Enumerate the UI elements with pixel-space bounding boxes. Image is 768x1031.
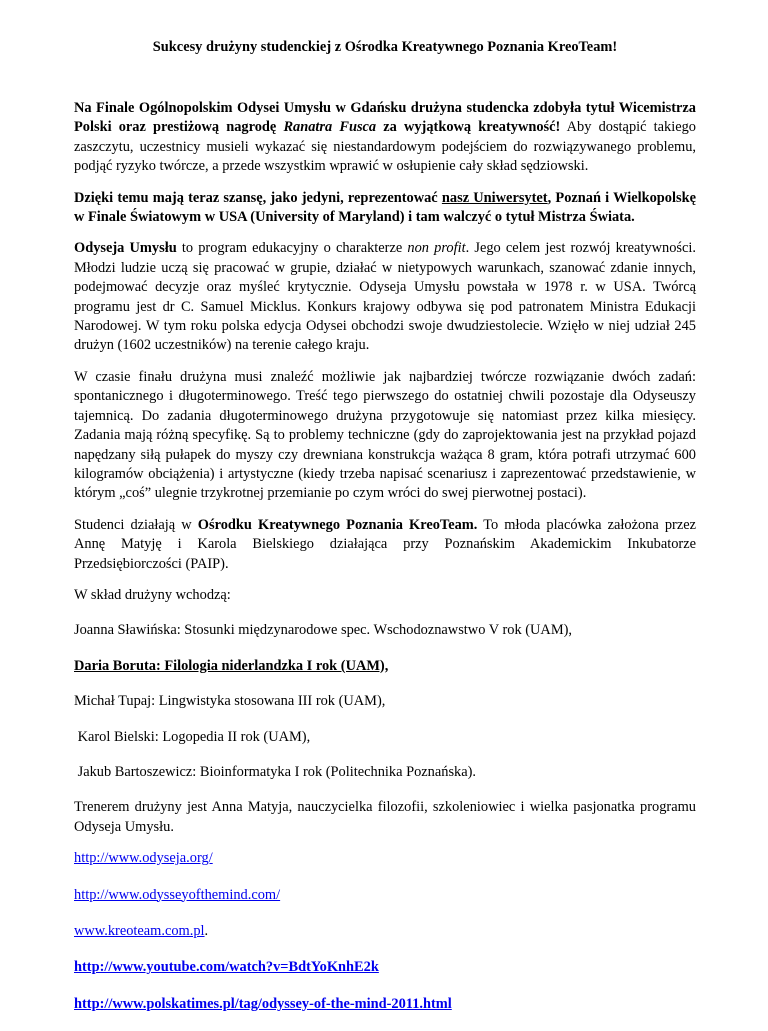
link-row [74, 849, 696, 868]
link-row [74, 958, 696, 977]
link-youtube[interactable]: http://www.youtube.com/watch?v=BdtYoKnhE2k [74, 959, 379, 976]
kreoteam-text-a: Studenci działają w [74, 516, 198, 533]
non-profit: non profit [407, 240, 466, 257]
team-member: Karol Bielski: Logopedia II rok (UAM), [74, 728, 311, 745]
intro-rest: Aby dostąpić takiego zaszczytu, uczestnicy musieli wykazać się niestandardowym podejściem do rozwiązywanego problemu, podjąć ryzyko twórcze, a przede wszystkim wprawić w osłupienie cały skład sędziowski. [74, 119, 697, 175]
kreoteam-text-b: To młoda placówka założona przez Annę Matyję i Karola Bielskiego działająca przy Poznańskim Akademickim Inkubatorze Przedsiębiorczości (PAIP). [74, 516, 696, 572]
world-final-text-a: Dzięki temu mają teraz szansę, jako jedyni, reprezentować [74, 189, 442, 206]
intro-bold-2: za wyjątkową kreatywność! [376, 119, 561, 136]
team-intro: W skład drużyny wchodzą: [74, 586, 231, 603]
link-suffix: . [204, 923, 209, 939]
link-row [74, 886, 696, 905]
link-kreoteam[interactable]: www.kreoteam.com.pl [74, 923, 205, 939]
intro-bold: Na Finale Ogólnopolskim Odysei Umysłu w Gdańsku drużyna studencka zdobyła tytuł Wicemistrza Polski oraz prestiżową nagrodę [74, 100, 696, 136]
paragraph-world-final [74, 189, 696, 228]
link-odyseja[interactable]: http://www.odyseja.org/ [74, 850, 213, 867]
program-name: Odyseja Umysłu [74, 240, 177, 257]
team-member: Michał Tupaj: Lingwistyka stosowana III rok (UAM), [74, 693, 386, 710]
paragraph-final-tasks: W czasie finału drużyna musi znaleźć możliwie jak najbardziej twórcze rozwiązanie dwóch zadań: spontanicznego i długoterminowego. Treść tego pierwszego do ostatniej chwili pozostaje dla Odyseuszy tajemnicą. Do zadania długoterminowego drużyna przygotowuje się natomiast przez kilka miesięcy. Zadania mają różną specyfikę. Są to problemy techniczne (gdy do zaprojektowania jest na przykład pojazd napędzany siłą pułapek do myszy czy drewniana konstrukcja ważąca 8 gram, która potrafi utrzymać 600 kilogramów obciążenia) i artystyczne (kiedy trzeba napisać scenariusz i zaprezentować przedstawienie, w którym „coś” ulegnie trzykrotnej przemianie po czym wróci do swej pierwotnej postaci). [74, 368, 696, 502]
paragraph-trainer: Trenerem drużyny jest Anna Matyja, nauczycielka filozofii, szkoleniowiec i wielka pasjonatka programu Odyseja Umysłu. [74, 799, 696, 835]
document-page [74, 38, 696, 1031]
team-member-highlighted: Daria Boruta: Filologia niderlandzka I rok (UAM), [74, 657, 389, 674]
program-text-b: . Jego celem jest rozwój kreatywności. Młodzi ludzie uczą się pracować w grupie, działać w nietypowych warunkach, szanować zdanie innych, podejmować decyzje oraz myśleć krytycznie. Odyseja Umysłu powstała w 1978 r. w USA. Twórcą programu jest dr C. Samuel Micklus. Konkurs krajowy odbywa się pod patronatem Ministra Edukacji Narodowej. W tym roku polska edycja Odysei obchodzi swoje dwudziestolecie. Wzięło w niej udział 245 drużyn (1602 uczestników) na terenie całego kraju. [74, 240, 696, 354]
program-text-a: to program edukacyjny o charakterze [176, 240, 408, 257]
university-underlined: nasz Uniwersytet [441, 189, 548, 206]
paragraph-program [74, 239, 696, 355]
world-final-text-b: , Poznań i Wielkopolskę w Finale Światowym w USA (University of Maryland) i tam walczyć o tytuł Mistrza Świata. [74, 189, 696, 226]
link-odysseyofthemind[interactable]: http://www.odysseyofthemind.com/ [74, 886, 281, 903]
link-row [74, 995, 696, 1014]
link-polskatimes[interactable]: http://www.polskatimes.pl/tag/odyssey-of-the-mind-2011.html [74, 995, 452, 1012]
paragraph-kreoteam [74, 516, 696, 574]
link-row [74, 922, 696, 941]
kreoteam-bold: Ośrodku Kreatywnego Poznania KreoTeam. [197, 516, 478, 533]
team-member: Joanna Sławińska: Stosunki międzynarodowe spec. Wschodoznawstwo V rok (UAM), [74, 622, 573, 639]
paragraph-intro [74, 99, 696, 177]
award-name: Ranatra Fusca [283, 119, 377, 136]
document-title: Sukcesy drużyny studenckiej z Ośrodka Kreatywnego Poznania KreoTeam! [152, 39, 618, 55]
team-member: Jakub Bartoszewicz: Bioinformatyka I rok (Politechnika Poznańska). [74, 763, 477, 780]
